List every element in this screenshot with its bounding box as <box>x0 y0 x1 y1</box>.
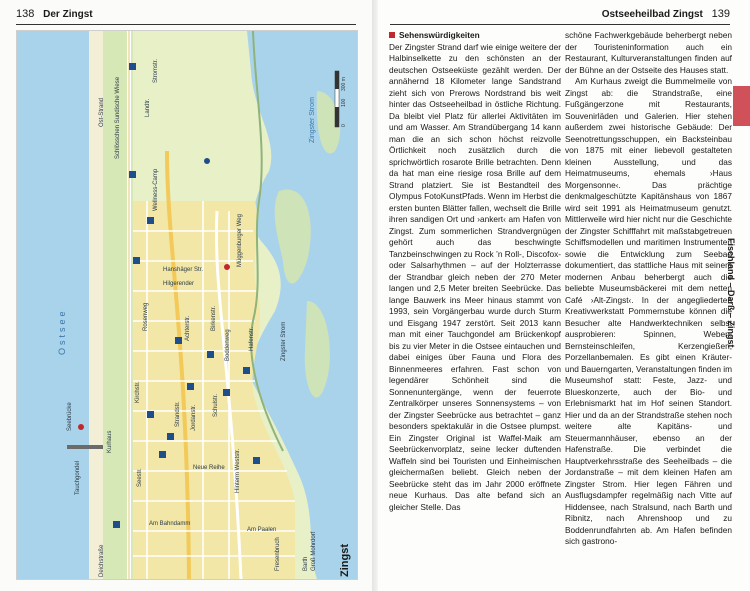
left-page-number: 138 <box>16 8 35 20</box>
map-label: Fresenbruch <box>275 537 281 571</box>
map-label: Barth <box>303 556 309 571</box>
bullet-square-icon <box>389 32 395 38</box>
sea-label: Ostsee <box>57 308 67 355</box>
map-label: Boddenweg <box>225 329 231 361</box>
section-heading-text: Sehenswürdigkeiten <box>399 30 480 40</box>
map-label: Kurhaus <box>107 430 113 453</box>
pier <box>67 445 103 449</box>
map-label: Landtr. <box>145 98 151 117</box>
scale-zero-label: 0 <box>341 124 347 127</box>
map-label: Am Bahndamm <box>149 521 191 527</box>
map-label: Hanshäger Str. <box>163 267 204 273</box>
chapter-side-label: Fischland – Darß – Zingst <box>726 238 736 348</box>
left-page-header <box>16 8 356 22</box>
map-label: Stromstr. <box>153 58 159 83</box>
paragraph: schöne Fachwerkgebäude beherbergt neben der Touristeninformation auch ein Restaurant, Kulturveranstaltungen finden auf der Bühne an der Ostseite des Hauses statt. <box>565 30 732 75</box>
map-label: Achterstr. <box>185 315 191 341</box>
scale-mid-label: 100 <box>341 98 347 107</box>
map-label: Hafenstr. <box>249 326 255 351</box>
left-page-title: Der Zingst <box>43 9 93 20</box>
map-graphic <box>17 31 357 579</box>
map-label: Hinterm Weststr. <box>235 448 241 493</box>
map-label: Birkenstr. <box>211 305 217 331</box>
left-header-rule <box>16 24 356 25</box>
map-label: Ost-Strand <box>99 97 105 127</box>
section-heading <box>389 30 561 42</box>
map-label: Rosenweg <box>143 302 149 331</box>
right-header-rule <box>390 24 730 25</box>
text-column-left <box>389 30 561 575</box>
map-label: Schlösschen Sundische Wiese <box>115 76 121 159</box>
map-label: Wellness-Camp <box>153 168 159 211</box>
map-town-title: Zingst <box>339 544 351 577</box>
right-page-header <box>390 8 730 22</box>
town-map <box>16 30 358 580</box>
map-label: Groß Mohrdorf <box>311 531 317 571</box>
sea-area <box>17 31 89 579</box>
map-label: Tauchgondel <box>75 460 81 495</box>
water-label: Zingster Strom <box>309 97 316 143</box>
right-page-number: 139 <box>711 8 730 20</box>
map-label: Hilgerender <box>163 281 195 287</box>
paragraph: Am Kurhaus zweigt die Bummelmeile von Zingst ab: die Strandstraße, eine Fußgängerzone mit Restaurants, Souvenirläden und Galerien. Hier stehen außerdem zwei historische Gebäude: Der Seenotrettungsschuppen, ein Backsteinbau von 1875 mit einer liebevoll gestalteten kleinen Ausstellung, und das Heimatmuseums, ehemals ›Haus Morgensonne‹. Das prächtige denkmalgeschützte Kapitänshaus von 1867 wird seit 1991 als Heimatmuseum genutzt. Mittlerweile wird hier nicht nur die Geschichte der Zingster Schifffahrt mit maßstabgetreuen Schiffsmodellen und maritimen Instrumenten sowie die Entwicklung zum Seebad dokumentiert, das stattliche Haus mit seinem modernen Anbau beherbergt auch die beliebte Museumsbäckerei mit dem netten Café ›Alt-Zingst‹. In der angegliederten Kreativwerkstatt Pommernstube können die Besucher alte Handwerktechniken selbst ausprobieren: Spinnen, Weben, Bernsteinschleifen, Kerzengießen, Porzellanbemalen. Es gibt einen Kräuter- und Bauerngarten, Veranstaltungen finden im Museumshof statt: Feste, Jazz- und Blueskonzerte, auch der Bio- und Erlebnismarkt hat im Hof seinen Standort. Hier und da an der Strandstraße stehen noch weitere alte Kapitäns- und Steuermannhäuser, ebenso an der Hafenstraße. Die verbindet die Hauptverkehrsstraße des Seeheilbads – die Jordanstraße – mit dem kleinen Hafen am Zingster Strom. Hier legen Fähren und Ausflugsdampfer regelmäßig nach Vitte auf Hiddensee, nach Stralsund, nach Barth und Ribnitz, nach Ahrenshoop und zu Boddenrundfahrten ab. Am Hafen befinden sich gastrono- <box>565 76 732 546</box>
map-label: Neue Reihe <box>193 465 225 471</box>
map-label: Kirchstr. <box>135 381 141 403</box>
text-column-right <box>565 30 732 575</box>
chapter-tab-marker <box>733 86 750 126</box>
paragraph: Der Zingster Strand darf wie einige weitere der Halbinselkette zu den schönsten an der deutschen Ostseeküste gezählt werden. Der annähernd 18 Kilometer lange Sandstrand zieht sich von Prerows Nordstrand bis weit hinter das Ostseeheilbad in östliche Richtung. Da bleibt viel Platz für allerlei Aktivitäten im und am Wasser. Am Strandübergang 14 kann man die an sich schon höchst reizvolle Örtlichkeit noch zusätzlich durch die sprichwörtlich rosarote Brille betrachten. Denn da hat man eine riesige rosa Brille auf dem Strand platziert. Sie ist Bestandteil des Olympus FotoKunstPfads. Wenn im Herbst die ersten bunten Blätter fallen, wechselt die Brille ihren sandigen Ort und ›ankert‹ am Hafen von Zingst. Zum sommerlichen Strandvergnügen gehört auch das beschwingte Tanzbeinschwingen zu Rock ’n Roll-, Discofox- oder Salsarhythmen – auf der Holzterrasse der Strandbar gleich neben der 270 Meter langen und 2,5 Meter breiten Seebrücke. Das lange Bauwerk ins Meer hinaus stammt von 1993, sein Vorgängerbau wurde durch Sturm und Eisgang 1947 zerstört. Seit 2013 kann man mit einer Tauchgondel am Brückenkopf bis zu vier Meter in die Ostsee eintauchen und dabei einiges über Fauna und Flora des Binnenmeeres erfahren. Fast schon von legendärer Schönheit sind die Sonnenuntergänge, wenn der feuerrote Zentralkörper unseres Sonnensystems – von der Zingster Seebrücke aus betrachtet – ganz besonders spektakulär in die Ostsee plumpst. Ein Zingster Original ist Waffel-Maik am Seebrückenvorplatz, seine lecker duftenden Waffeln sind bei Touristen und Einheimischen gleichermaßen beliebt. Gleich neben der Seebrücke steht das im Jahr 2000 eröffnete neue Kurhaus. Das alte befand sich an gleicher Stelle. Das <box>389 41 561 512</box>
map-label: Seestr. <box>137 468 143 487</box>
map-label: Schulstr. <box>213 393 219 417</box>
map-label: Müggenburger Weg <box>237 214 243 267</box>
map-label: Zingster Strom <box>281 321 287 361</box>
right-page-title: Ostseeheilbad Zingst <box>601 9 703 20</box>
scale-top-label: 300 m <box>341 77 347 91</box>
map-label: Am Paalen <box>247 527 277 533</box>
map-label: Strandstr. <box>175 401 181 427</box>
map-label: Deichstraße <box>99 544 105 577</box>
map-label: Jordanstr. <box>191 404 197 431</box>
map-label: Seebrücke <box>67 402 73 431</box>
